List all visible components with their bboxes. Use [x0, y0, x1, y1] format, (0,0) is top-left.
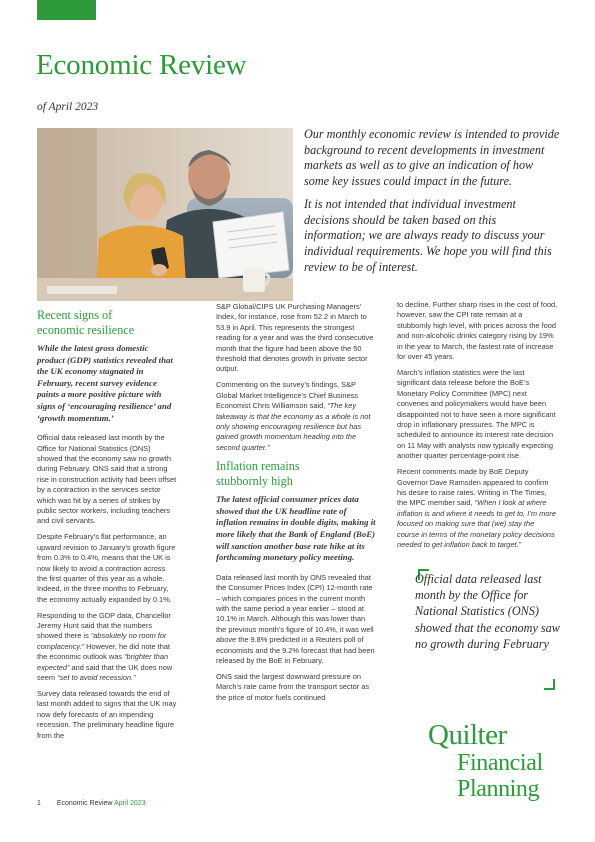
heading-line: Inflation remains: [216, 459, 300, 474]
logo-line-3: Planning: [457, 776, 540, 802]
couple-reviewing-bills-photo: [37, 128, 293, 301]
article-column-2: [216, 302, 376, 709]
text-run: and said that the UK does now seem: [37, 662, 173, 683]
quote-run: “absolutely no room for complacency.”: [37, 631, 167, 651]
quote-run: “set to avoid recession.”: [57, 673, 136, 683]
heading-line: Recent signs of: [37, 308, 113, 322]
page-title: Economic Review: [36, 49, 247, 81]
page-footer: [37, 800, 146, 807]
body-paragraph: Survey data released towards the end of last month added to signs that the UK may now defy forecasts of an impending recession. The preliminary headline figure from the: [37, 689, 177, 740]
heading-line: stubbornly high: [216, 474, 293, 489]
footer-date: April 2023: [114, 800, 146, 807]
footer-title: Economic Review: [56, 800, 113, 807]
article-column-3: [397, 300, 558, 556]
quote-run: “When I look at where inflation is and where it needs to get to, I’m more focused on making sure that (we) stay the course in terms of the monetary policy decisions needed to get inflation back to target.”: [397, 498, 556, 549]
heading-line: economic resilience: [37, 323, 135, 337]
brand-color-block: [37, 0, 96, 20]
body-paragraph: [216, 380, 376, 453]
quilter-financial-planning-logo: [428, 720, 568, 802]
section-lede: The latest official consumer prices data showed that the UK headline rate of inflation remains in double digits, making it more likely that the Bank of England (BoE) will sanction another base rate hike at its forthcoming monetary policy meeting.: [216, 494, 376, 563]
body-paragraph: Data released last month by ONS revealed that the Consumer Prices Index (CPI) 12-month rate – which compares prices in the current month with the same period a year earlier – stood at 10.1% in March. Although this was lower than the previous month’s figure of 10.4%, it was well above the 9.8% predicted in a Reuters poll of economists and the 9.2% forecast that had been released by the BoE in February.: [216, 572, 375, 665]
intro-text: [304, 127, 560, 282]
text-run: Responding to the GDP data, Chancellor Jeremy Hunt said that the numbers showed there is: [37, 610, 171, 641]
body-paragraph: [397, 467, 558, 550]
page-subtitle: of April 2023: [37, 101, 99, 113]
section-heading-economic-resilience: [37, 308, 177, 338]
body-paragraph: to decline. Further sharp rises in the cost of food, however, saw the CPI rate remain at a stubbornly high level, with prices across the food and non-alcoholic drinks category rising by 19% in the year to March, the fastest rate of increase for over 45 years.: [397, 300, 558, 362]
text-run: Commenting on the survey’s findings, S&P Global Market Intelligence’s Chief Business Economist Chris Williamson said,: [216, 380, 358, 411]
page-number: 1: [37, 800, 41, 807]
section-heading-inflation: [216, 459, 376, 489]
body-paragraph: ONS said the largest downward pressure on March’s rate came from the transport sector as the price of motor fuels continued: [216, 671, 370, 702]
body-paragraph: Official data released last month by the Office for National Statistics (ONS) showed that the economy saw no growth during February. ONS said that a strong rise in construction activity had been offset by a contraction in the services sector which was hit by a series of strikes by public sector workers, including teachers and civil servants.: [37, 433, 177, 526]
section-lede: While the latest gross domestic product (GDP) statistics revealed that the UK economy stagnated in February, recent survey evidence paints a more positive picture with signs of ‘encouraging resilience’ and ‘growth momentum.’: [37, 343, 173, 423]
body-paragraph: [37, 611, 177, 684]
intro-paragraph-2: It is not intended that individual investment decisions should be taken based on this information; we are always ready to discuss your individual requirements. We hope you will find this review to be of interest.: [304, 196, 552, 274]
logo-line-2: Financial: [457, 750, 543, 776]
body-paragraph: Despite February’s flat performance, an upward revision to January’s growth figure from 0.3% to 0.4%, means that the UK is now likely to avoid a contraction across the first quarter of this year as a whole. Indeed, in the three months to February, the economy actually expanded by 0.1%.: [37, 532, 176, 604]
text-run: Recent comments made by BoE Deputy Governor Dave Ramsden appeared to confirm his desire to raise rates. Writing in The Times, the MPC member said,: [397, 467, 549, 508]
text-run: However, he did note that the economic outlook was: [37, 641, 170, 662]
logo-line-1: Quilter: [428, 719, 507, 751]
pullquote-close-bracket: [544, 679, 555, 690]
intro-paragraph-1: Our monthly economic review is intended to provide background to recent developments in investment markets as well as to give an indication of how some key issues could impact in the future.: [304, 127, 560, 189]
body-paragraph: S&P Global/CIPS UK Purchasing Managers’ Index, for instance, rose from 52.2 in March to 53.9 in April. This represents the strongest reading for a year and was the third consecutive month that the figure had been above the 50 threshold that denotes growth in private sector output.: [216, 302, 374, 374]
pullquote: Official data released last month by the Office for National Statistics (ONS) showed that the economy saw no growth during February: [415, 572, 560, 651]
photo-illustration: [37, 128, 293, 301]
quote-run: “brighter than expected”: [37, 652, 169, 672]
quote-run: “The key takeaway is that the economy as a whole is not only showing encouraging resilience but has gained growth momentum heading into the second quarter.”: [216, 401, 371, 452]
body-paragraph: March’s inflation statistics were the last significant data release before the BoE’s Monetary Policy Committee (MPC) next convenes and policymakers would have been disappointed not to have seen a more significant drop in inflationary pressures. The MPC is scheduled to announce its interest rate decision on 11 May with analysts now typically expecting another quarter percentage-point rise.: [397, 367, 556, 461]
article-column-1: [37, 300, 177, 747]
